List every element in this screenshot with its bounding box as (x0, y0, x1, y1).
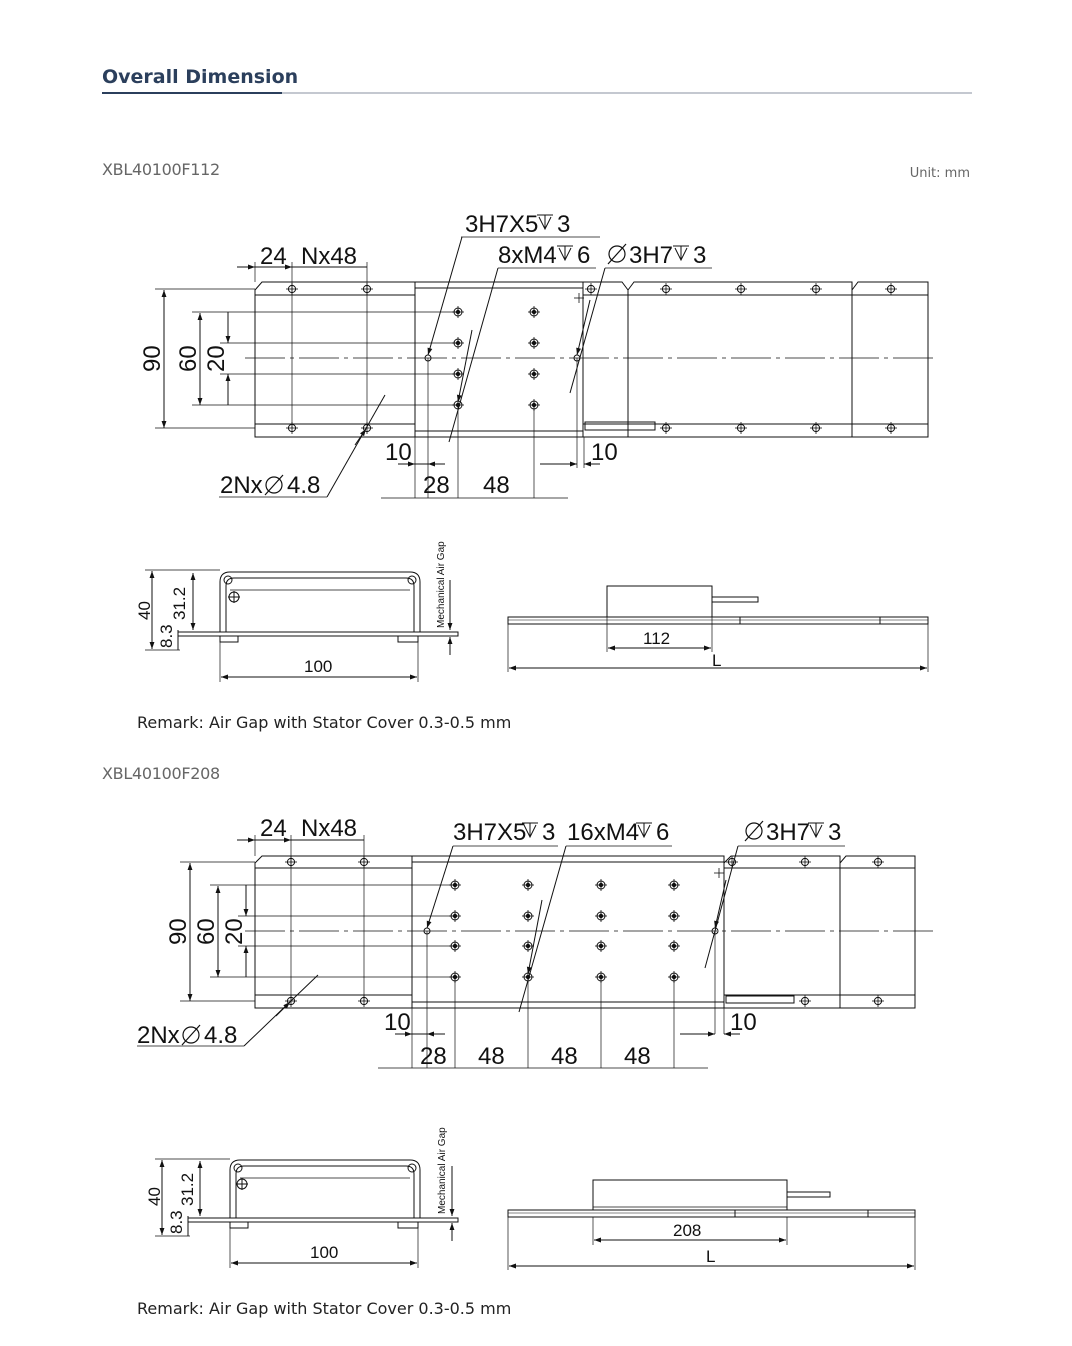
dim-nx48: Nx48 (301, 815, 358, 842)
dim-10-right: 10 (591, 439, 618, 466)
dim-24: 24 (260, 815, 287, 842)
dim-L: L (712, 651, 722, 670)
dim-60: 60 (175, 345, 202, 372)
dim-10-left: 10 (385, 439, 412, 466)
dim-31-2: 31.2 (178, 1172, 197, 1206)
dim-3h7: 3H7 (629, 242, 674, 269)
air-gap-label: Mechanical Air Gap (436, 541, 447, 628)
dim-208: 208 (673, 1221, 702, 1240)
dim-100: 100 (310, 1243, 339, 1262)
diameter-symbol (608, 244, 626, 264)
front-labels-2 (673, 1221, 715, 1266)
diameter-symbol (745, 821, 763, 841)
diameter-symbol (265, 475, 283, 495)
dim-112: 112 (643, 629, 671, 648)
dim-depth-6: 6 (577, 242, 591, 269)
dim-depth-3: 3 (542, 819, 556, 846)
dim-8xm4: 8xM4 (498, 242, 557, 269)
model-label-2: XBL40100F208 (102, 764, 220, 783)
front-labels-1 (643, 629, 721, 670)
air-gap-label: Mechanical Air Gap (437, 1127, 448, 1214)
top-view-2 (137, 835, 938, 1068)
dim-48-a: 48 (478, 1043, 505, 1070)
dim-100: 100 (304, 657, 333, 676)
dim-48-b: 48 (551, 1043, 578, 1070)
side-labels-1 (135, 541, 447, 676)
dim-40: 40 (135, 601, 154, 620)
dim-90: 90 (165, 918, 192, 945)
dim-20: 20 (221, 918, 248, 945)
dimension-labels-1 (139, 211, 706, 499)
side-view-2 (155, 1159, 458, 1268)
dim-2nx: 2Nx (220, 472, 263, 499)
model-label-1: XBL40100F112 (102, 160, 220, 179)
page-title: Overall Dimension (102, 66, 299, 88)
depth-symbol (673, 246, 689, 260)
dim-2nx: 2Nx (137, 1022, 180, 1049)
dim-3h7: 3H7 (766, 819, 811, 846)
mounting-holes-1 (286, 283, 897, 434)
dim-3h7x5: 3H7X5 (465, 211, 539, 238)
dim-90: 90 (139, 345, 166, 372)
dim-28: 28 (423, 472, 450, 499)
dim-4-8: 4.8 (287, 472, 321, 499)
dim-48: 48 (483, 472, 510, 499)
dim-24: 24 (260, 243, 287, 270)
top-view-1 (155, 237, 938, 498)
dim-16xm4: 16xM4 (567, 819, 640, 846)
dim-31-2: 31.2 (170, 586, 189, 620)
dim-depth-3: 3 (557, 211, 571, 238)
depth-symbol (537, 215, 553, 229)
unit-label: Unit: mm (909, 166, 970, 181)
mounting-holes-2 (285, 856, 884, 1007)
dim-10-left: 10 (384, 1009, 411, 1036)
dim-10-right: 10 (730, 1009, 757, 1036)
dim-60: 60 (193, 918, 220, 945)
dim-3h7x5: 3H7X5 (453, 819, 527, 846)
dim-20: 20 (203, 345, 230, 372)
dim-48-c: 48 (624, 1043, 651, 1070)
diameter-symbol (182, 1025, 200, 1045)
dim-depth-3b: 3 (828, 819, 842, 846)
dim-40: 40 (145, 1187, 164, 1206)
dim-28: 28 (420, 1043, 447, 1070)
side-labels-2 (145, 1127, 448, 1262)
depth-symbol (557, 246, 573, 260)
dim-L: L (706, 1247, 716, 1266)
dim-4-8: 4.8 (204, 1022, 238, 1049)
dim-depth-6: 6 (656, 819, 670, 846)
dim-8-3: 8.3 (167, 1210, 186, 1234)
depth-symbol (808, 823, 824, 837)
side-view-1 (145, 570, 458, 682)
dim-nx48: Nx48 (301, 243, 358, 270)
dim-depth-3b: 3 (693, 242, 707, 269)
remark-1: Remark: Air Gap with Stator Cover 0.3-0.5 mm (137, 713, 512, 732)
dim-8-3: 8.3 (157, 624, 176, 648)
remark-2: Remark: Air Gap with Stator Cover 0.3-0.5 mm (137, 1299, 512, 1318)
